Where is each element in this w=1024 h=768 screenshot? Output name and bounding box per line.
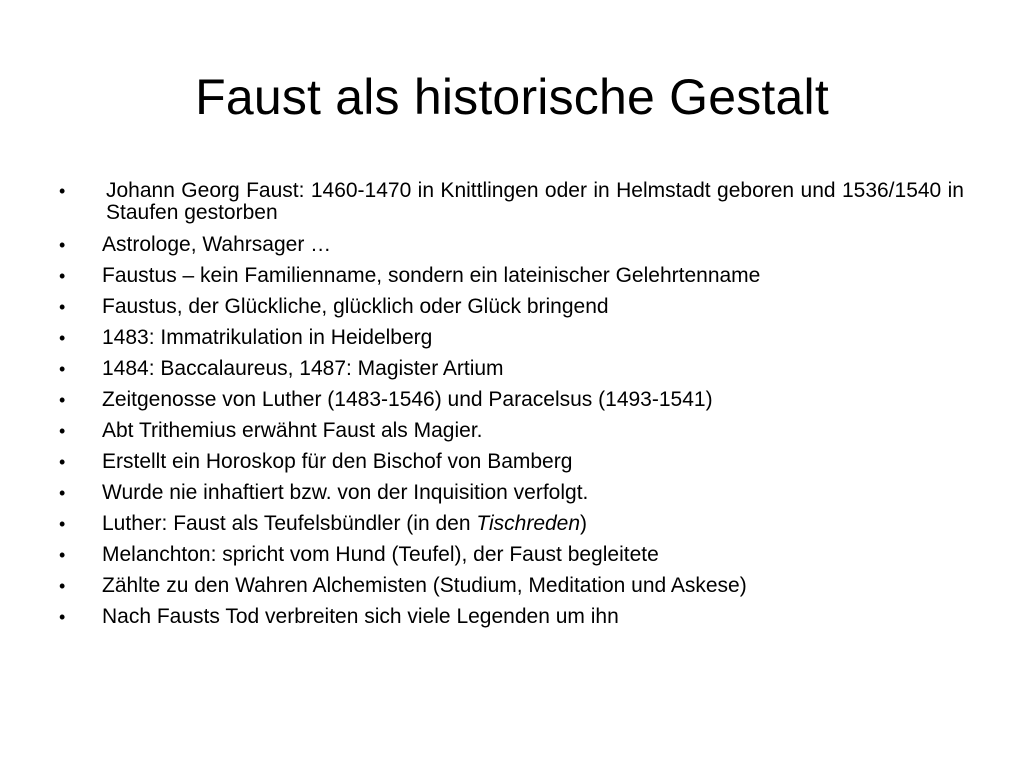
slide-title: Faust als historische Gestalt xyxy=(195,69,829,125)
bullet-text: Astrologe, Wahrsager … xyxy=(102,233,332,256)
bullet-text: Wurde nie inhaftiert bzw. von der Inquisition verfolgt. xyxy=(102,481,589,504)
bullet-text: Nach Fausts Tod verbreiten sich viele Legenden um ihn xyxy=(102,605,619,628)
bullet-dot: • xyxy=(59,359,66,379)
bullet-item xyxy=(56,294,964,320)
bullet-dot: • xyxy=(59,452,66,472)
bullet-dot: • xyxy=(59,576,66,596)
bullet-item xyxy=(56,418,964,444)
bullet-text-italic: Tischreden xyxy=(476,512,581,535)
bullet-text: Johann Georg Faust: 1460-1470 in Knittlingen oder in Helmstadt geboren und 1536/1540 in Staufen gestorben xyxy=(106,179,964,224)
bullet-item xyxy=(56,480,964,506)
bullet-dot: • xyxy=(59,266,66,286)
bullet-text: Zeitgenosse von Luther (1483-1546) und Paracelsus (1493-1541) xyxy=(102,388,713,411)
bullet-item xyxy=(56,573,964,599)
bullet-text: Erstellt ein Horoskop für den Bischof von Bamberg xyxy=(102,450,573,473)
bullet-dot: • xyxy=(59,514,66,534)
bullet-dot: • xyxy=(59,181,66,201)
bullet-dot: • xyxy=(59,328,66,348)
bullet-item xyxy=(56,180,964,224)
bullet-text-suffix: ) xyxy=(580,512,588,535)
bullet-text: Faustus – kein Familienname, sondern ein lateinischer Gelehrtenname xyxy=(102,264,761,287)
bullet-dot: • xyxy=(59,235,66,255)
bullet-item xyxy=(56,325,964,351)
bullet-text: Zählte zu den Wahren Alchemisten (Studium, Meditation und Askese) xyxy=(102,574,747,597)
bullet-item xyxy=(56,511,964,537)
bullet-item xyxy=(56,542,964,568)
bullet-item xyxy=(56,387,964,413)
bullet-item xyxy=(56,449,964,475)
bullet-text: 1484: Baccalaureus, 1487: Magister Artium xyxy=(102,357,504,380)
bullet-dot: • xyxy=(59,421,66,441)
bullet-text-prefix: Luther: Faust als Teufelsbündler (in den xyxy=(102,512,477,535)
bullet-item xyxy=(56,356,964,382)
bullet-item xyxy=(56,604,964,630)
bullet-dot: • xyxy=(59,297,66,317)
bullet-item xyxy=(56,263,964,289)
bullet-text: 1483: Immatrikulation in Heidelberg xyxy=(102,326,433,349)
bullet-dot: • xyxy=(59,483,66,503)
bullet-dot: • xyxy=(59,607,66,627)
bullet-text: Melanchton: spricht vom Hund (Teufel), der Faust begleitete xyxy=(102,543,659,566)
bullet-text: Faustus, der Glückliche, glücklich oder Glück bringend xyxy=(102,295,609,318)
bullet-dot: • xyxy=(59,390,66,410)
bullet-dot: • xyxy=(59,545,66,565)
bullet-text: Abt Trithemius erwähnt Faust als Magier. xyxy=(102,419,483,442)
bullet-list xyxy=(56,180,964,635)
bullet-item xyxy=(56,232,964,258)
